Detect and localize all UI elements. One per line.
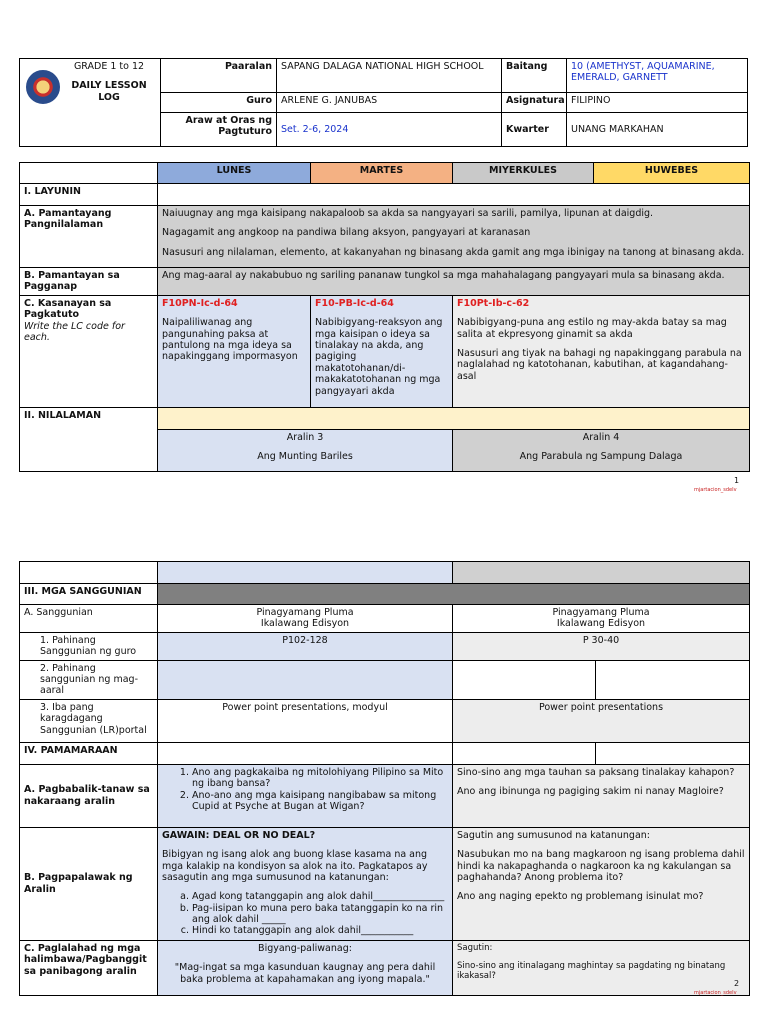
grade-level-value: 10 (AMETHYST, AQUAMARINE, EMERALD, GARNETT: [567, 59, 748, 93]
paglalahad-right: [453, 940, 750, 995]
layunin-empty: [158, 184, 750, 206]
lc-text: Nabibigyang-reaksyon ang mga kaisipan o ideya sa tinalakay na akda, ang pagiging makatotohanan/di-makakatotohanan ng mga pangyayari akda: [315, 317, 443, 397]
other-lunes-martes: Power point presentations, modyul: [158, 699, 453, 742]
activity-intro: Bibigyan ng isang alok ang buong klase kasama na ang mga kalakip na kondisyon sa alok na ito. Pagkatapos ay sasagutin ang mga sumusunod na katanungan:: [162, 849, 428, 883]
activity-question-2: Ano ang naging epekto ng problemang isinulat mo?: [457, 891, 704, 903]
activity-question-1: Nasubukan mo na bang magkaroon ng isang problema dahil hindi ka nakapaghanda o nagkaroon ka ng kakulangan sa paghahanda? Anong problema ito?: [457, 849, 745, 883]
aralin-4-label: Aralin 4: [582, 431, 620, 443]
day-martes: MARTES: [311, 163, 453, 184]
pagpapalawak-right: [453, 827, 750, 940]
aralin-3-label: Aralin 3: [286, 431, 324, 443]
book-lunes-martes: [158, 605, 453, 633]
aralin-3-title: Ang Munting Bariles: [257, 451, 353, 463]
teacher-label: Guro: [161, 93, 277, 113]
sanggunian-a-label: A. Sanggunian: [20, 605, 158, 633]
day-huwebes: HUWEBES: [594, 163, 750, 184]
book-edition: Ikalawang Edisyon: [260, 618, 350, 630]
layunin-heading: I. LAYUNIN: [20, 184, 158, 206]
grade-level-label: Baitang: [502, 59, 567, 93]
watermark-2: mjartacion_sdeIv: [694, 990, 737, 996]
book-title: Pinagyamang Pluma: [552, 607, 650, 618]
explain-prompt: Bigyang-paliwanag:: [258, 942, 352, 954]
list-item: 1. Ano ang pagkakaiba ng mitolohiyang Pilipino sa Mito ng ibang bansa?: [192, 767, 448, 790]
lc-text-2: Nasusuri ang tiyak na bahagi ng napakinggang parabula na naglalahad ng katotohanan, kabutihan, at kagandahang-asal: [457, 347, 742, 382]
sanggunian-item-1: 1. Pahinang Sanggunian ng guro: [20, 632, 158, 660]
pamamaraan-empty-2: [453, 742, 596, 764]
aralin-4-title: Ang Parabula ng Sampung Dalaga: [519, 451, 683, 463]
kasanayan-lunes: [158, 295, 311, 407]
subject-label: Asignatura: [502, 93, 567, 113]
book-miyerkules-huwebes: [453, 605, 750, 633]
list-item: b. Pag-iisipan ko muna pero baka tatanggapin ko na rin ang alok dahil _____: [192, 903, 448, 926]
pamamaraan-empty-1: [158, 742, 453, 764]
pagbabalik-left: [158, 764, 453, 827]
watermark-1: mjartacion_sdeIv: [694, 487, 737, 493]
nilalaman-label: II. NILALAMAN: [20, 407, 158, 471]
lc-code: F10Pt-Ib-c-62: [457, 297, 530, 309]
p2-top-right: [453, 562, 750, 584]
pamantayang-label: A. Pamantayang Pangnilalaman: [20, 206, 158, 268]
sanggunian-item-3: 3. Iba pang karagdagang Sanggunian (LR)portal: [20, 699, 158, 742]
other-miyerkules-huwebes: Power point presentations: [453, 699, 750, 742]
lc-code: F10-PB-Ic-d-64: [315, 297, 394, 309]
list-item: c. Hindi ko tatanggapin ang alok dahil___________: [192, 925, 448, 936]
pagbabalik-right: [453, 764, 750, 827]
review-question-1: Sino-sino ang mga tauhan sa paksang tinalakay kahapon?: [457, 766, 735, 778]
nilalaman-band: [158, 407, 750, 429]
pamantayang-line-3: Nasusuri ang nilalaman, elemento, at kakanyahan ng binasang akda gamit ang mga ibinigay na tanong at binasang akda.: [162, 246, 745, 258]
kasanayan-label: C. Kasanayan sa Pagkatuto: [24, 297, 112, 321]
pages-miyerkules-huwebes: P 30-40: [453, 632, 750, 660]
pagpapalawak-label: B. Pagpapalawak ng Aralin: [20, 827, 158, 940]
kasanayan-label-cell: [20, 295, 158, 407]
day-lunes: LUNES: [158, 163, 311, 184]
pamamaraan-heading: IV. PAMAMARAAN: [20, 742, 158, 764]
paglalahad-left: [158, 940, 453, 995]
paglalahad-label: C. Paglalahad ng mga halimbawa/Pagbanggit sa panibagong aralin: [20, 940, 158, 995]
kasanayan-miyerkules-huwebes: [453, 295, 750, 407]
student-pages-empty-3: [596, 660, 750, 699]
pagganap-content: Ang mag-aaral ay nakabubuo ng sariling pananaw tungkol sa mga mahahalagang pangyayari mula sa binasang akda.: [158, 268, 750, 296]
header-table: [19, 58, 748, 147]
pages-lunes-martes: P102-128: [158, 632, 453, 660]
quarter-value: UNANG MARKAHAN: [567, 113, 748, 147]
kasanayan-note: Write the LC code for each.: [24, 320, 125, 343]
school-label: Paaralan: [161, 59, 277, 93]
lc-text: Naipaliliwanag ang pangunahing paksa at pantulong na mga ideya sa napakinggang impormasyon: [162, 317, 298, 363]
date-value: Set. 2-6, 2024: [277, 113, 502, 147]
header-logo-cell: [20, 59, 161, 147]
lc-code: F10PN-Ic-d-64: [162, 297, 238, 309]
grade-label: GRADE 1 to 12: [73, 61, 145, 72]
doc-title: DAILY LESSON LOG: [71, 80, 147, 103]
objectives-table: [19, 162, 750, 472]
list-item: 2. Ano-ano ang mga kaisipang nangibabaw sa mitong Cupid at Psyche at Bugan at Wigan?: [192, 790, 448, 813]
school-value: SAPANG DALAGA NATIONAL HIGH SCHOOL: [277, 59, 502, 93]
page-number-2: 2: [734, 979, 740, 988]
p2-corner: [20, 562, 158, 584]
sanggunian-item-2: 2. Pahinang sanggunian ng mag-aaral: [20, 660, 158, 699]
activity-title: GAWAIN: DEAL OR NO DEAL?: [162, 829, 316, 841]
days-corner: [20, 163, 158, 184]
answer-question: Sino-sino ang itinalagang maghintay sa pagdating ng binatang ikakasal?: [457, 960, 726, 982]
references-table: [19, 561, 750, 996]
list-item: a. Agad kong tatanggapin ang alok dahil_______________: [192, 891, 448, 902]
book-title: Pinagyamang Pluma: [256, 607, 354, 618]
subject-value: FILIPINO: [567, 93, 748, 113]
sanggunian-heading: III. MGA SANGGUNIAN: [20, 584, 158, 605]
answer-prompt: Sagutin:: [457, 942, 493, 953]
kasanayan-martes: [311, 295, 453, 407]
pagpapalawak-left: [158, 827, 453, 940]
pagganap-label: B. Pamantayan sa Pagganap: [20, 268, 158, 296]
sanggunian-band: [158, 584, 750, 605]
quote-text: "Mag-ingat sa mga kasunduan kaugnay ang pera dahil baka problema at kapahamakan ang iyong mapala.": [174, 962, 436, 985]
aralin-3-cell: [158, 429, 453, 471]
pamantayang-content: [158, 206, 750, 268]
student-pages-empty-2: [453, 660, 596, 699]
pagbabalik-label: A. Pagbabalik-tanaw sa nakaraang aralin: [20, 764, 158, 827]
activity-prompt: Sagutin ang sumusunod na katanungan:: [457, 829, 651, 841]
teacher-value: ARLENE G. JANUBAS: [277, 93, 502, 113]
student-pages-empty: [158, 660, 453, 699]
quarter-label: Kwarter: [502, 113, 567, 147]
day-miyerkules: MIYERKULES: [453, 163, 594, 184]
pamantayang-line-2: Nagagamit ang angkoop na pandiwa bilang aksyon, pangyayari at karanasan: [162, 227, 531, 239]
page-number-1: 1: [734, 476, 740, 485]
book-edition: Ikalawang Edisyon: [556, 618, 646, 630]
aralin-4-cell: [453, 429, 750, 471]
school-seal-icon: [26, 70, 60, 104]
pamamaraan-empty-3: [596, 742, 750, 764]
lc-text: Nabibigyang-puna ang estilo ng may-akda batay sa mag salita at ekpresyong ginamit sa akda: [457, 317, 727, 340]
p2-top-left: [158, 562, 453, 584]
review-question-2: Ano ang ibinunga ng pagiging sakim ni nanay Magloire?: [457, 786, 724, 798]
date-label: Araw at Oras ng Pagtuturo: [161, 113, 277, 147]
pamantayang-line-1: Naiuugnay ang mga kaisipang nakapaloob sa akda sa nangyayari sa sarili, pamilya, lipunan at daigdig.: [162, 208, 654, 219]
